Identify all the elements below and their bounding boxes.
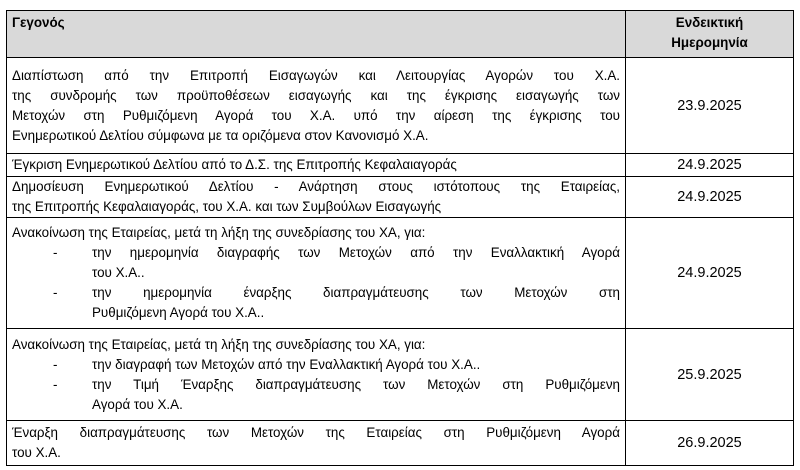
- table-row: [7, 154, 794, 177]
- timetable: [6, 10, 794, 466]
- bullet-item: - την ημερομηνία έναρξης διαπραγμάτευσης των Μετοχών στη Ρυθμιζόμενη Αγορά του Χ.Α..: [53, 285, 620, 320]
- table-header-row: [7, 11, 794, 58]
- table-row: [7, 421, 794, 466]
- event-cell: Έγκριση Ενημερωτικού Δελτίου από το Δ.Σ. της Επιτροπής Κεφαλαιαγοράς: [7, 154, 626, 177]
- table-row: [7, 177, 794, 218]
- bullet-item: - την διαγραφή των Μετοχών από την Εναλλακτική Αγορά του Χ.Α..: [53, 356, 481, 372]
- table-row: [7, 58, 794, 154]
- date-cell: 26.9.2025: [626, 421, 794, 466]
- header-event: Γεγονός: [7, 11, 626, 58]
- event-cell: Έναρξη διαπραγμάτευσης των Μετοχών της Εταιρείας στη Ρυθμιζόμενη Αγορά του Χ.Α.: [7, 421, 626, 466]
- bullet-item: - την Τιμή Έναρξης διαπραγμάτευσης των Μετοχών στη Ρυθμιζόμενη Αγορά του Χ.Α.: [53, 376, 620, 412]
- header-date: Ενδεικτική Ημερομηνία: [626, 11, 794, 58]
- event-cell: Δημοσίευση Ενημερωτικού Δελτίου - Ανάρτηση στους ιστότοπους της Εταιρείας, της Επιτροπής Κεφαλαιαγοράς, του Χ.Α. και των Συμβούλων Εισαγωγής: [7, 177, 626, 218]
- event-cell: Ανακοίνωση της Εταιρείας, μετά τη λήξη της συνεδρίασης του ΧΑ, για: - την ημερομηνία διαγραφής των Μετοχών από την Εναλλακτική Αγορά του Χ.Α.. - την ημερομηνία έναρξης διαπραγμάτευσης των Μετοχών στη Ρυθμιζόμενη Αγορά του Χ.Α..: [7, 218, 626, 329]
- date-cell: 24.9.2025: [626, 177, 794, 218]
- bullet-item: - την ημερομηνία διαγραφής των Μετοχών από την Εναλλακτική Αγορά του Χ.Α..: [53, 245, 620, 280]
- event-cell: Ανακοίνωση της Εταιρείας, μετά τη λήξη της συνεδρίασης του ΧΑ, για: - την διαγραφή των Μετοχών από την Εναλλακτική Αγορά του Χ.Α.. - την Τιμή Έναρξης διαπραγμάτευσης των Μετοχών στη Ρυθμιζόμενη Αγορά του Χ.Α.: [7, 329, 626, 421]
- event-cell: Διαπίστωση από την Επιτροπή Εισαγωγών και Λειτουργίας Αγορών του Χ.Α. της συνδρομής των προϋποθέσεων εισαγωγής και της έγκρισης εισαγωγής των Μετοχών στη Ρυθμιζόμενη Αγορά του Χ.Α. υπό την αίρεση της έγκρισης του Ενημερωτικού Δελτίου σύμφωνα με τα οριζόμενα στον Κανονισμό Χ.Α.: [7, 58, 626, 154]
- date-cell: 25.9.2025: [626, 329, 794, 421]
- table-row: [7, 329, 794, 421]
- table-row: [7, 218, 794, 329]
- date-cell: 24.9.2025: [626, 154, 794, 177]
- date-cell: 23.9.2025: [626, 58, 794, 154]
- date-cell: 24.9.2025: [626, 218, 794, 329]
